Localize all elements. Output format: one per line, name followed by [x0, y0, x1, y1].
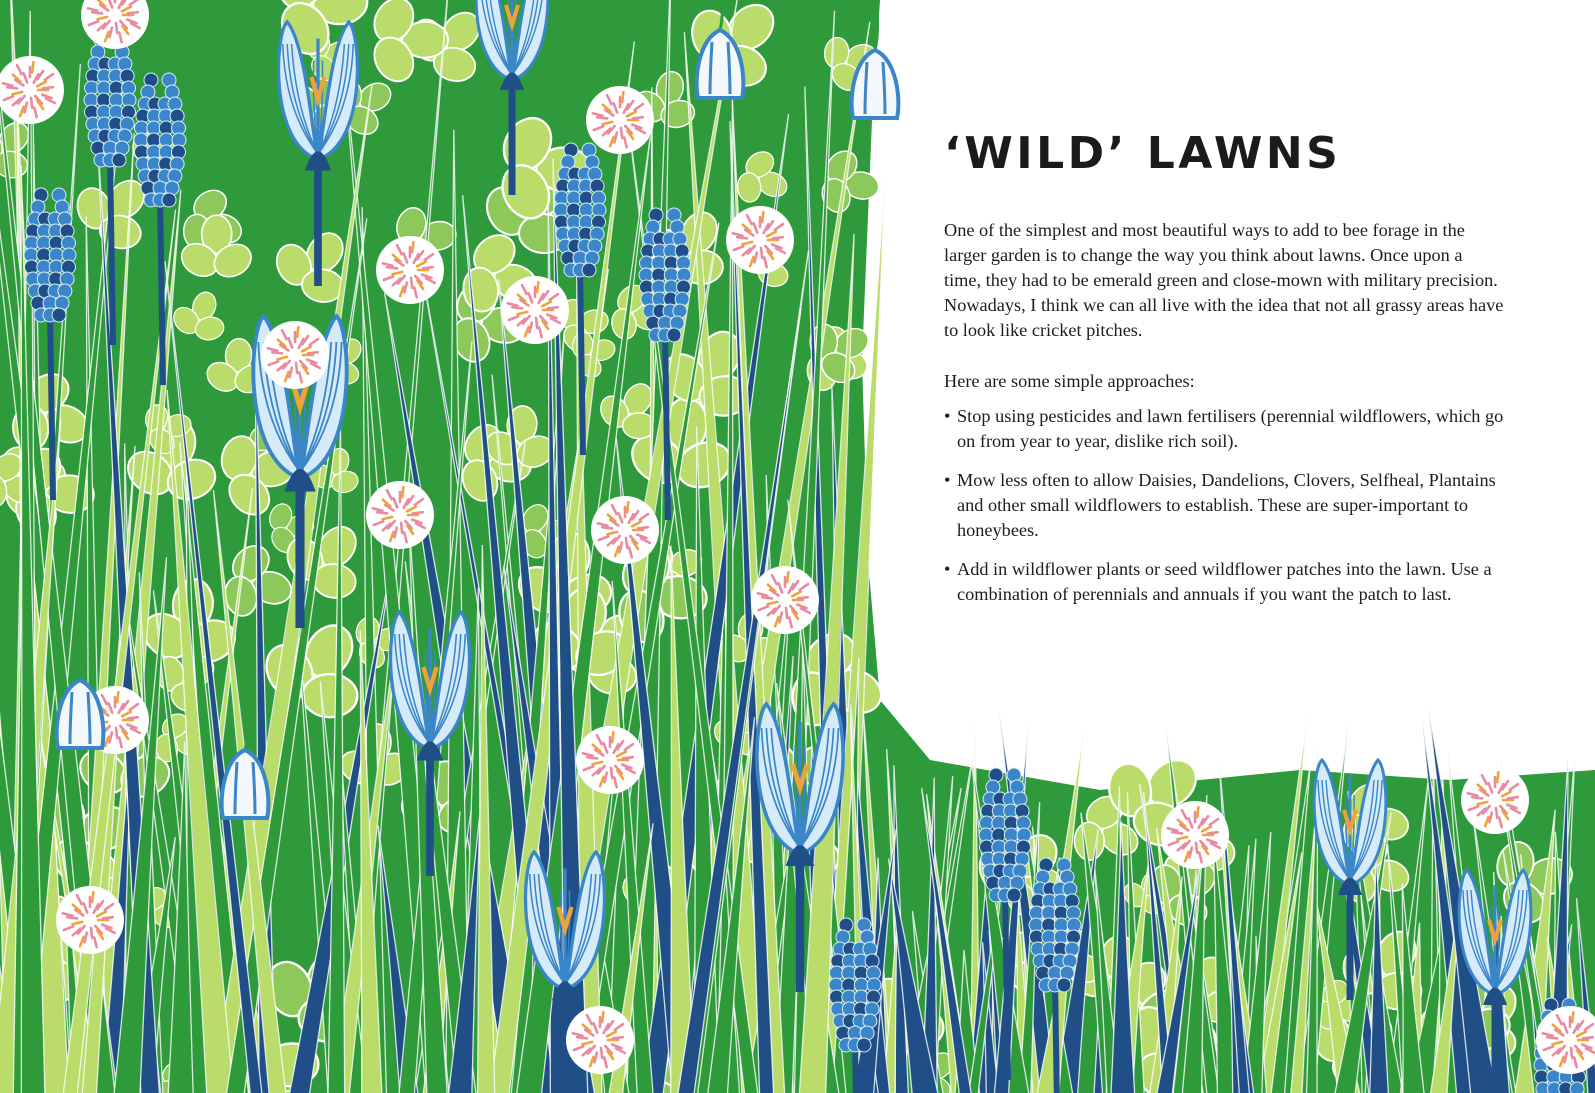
bullet-marker: • — [944, 559, 951, 579]
clover-flower — [1161, 801, 1229, 869]
clover-flower — [1461, 766, 1529, 834]
list-item-text: Stop using pesticides and lawn fertilisers (perennial wildflowers, which go on from year to year, dislike rich soil). — [957, 406, 1504, 451]
clover-flower — [501, 276, 569, 344]
clover-flower — [751, 566, 819, 634]
clover-flower — [566, 1006, 634, 1074]
clover-flower — [591, 496, 659, 564]
clover-flower — [366, 481, 434, 549]
approaches-heading: Here are some simple approaches: — [944, 371, 1195, 391]
clover-flower — [726, 206, 794, 274]
list-item — [944, 404, 1504, 454]
approach-list — [944, 404, 1504, 607]
intro-paragraph: One of the simplest and most beautiful ways to add to bee forage in the larger garden is to change the way you think about lawns. Once upon a time, they had to be emerald green and close-mown with military precision. Nowadays, I think we can all live with the idea that not all grassy areas have to look like cricket pitches. — [944, 220, 1504, 340]
list-item-text: Mow less often to allow Daisies, Dandelions, Clovers, Selfheal, Plantains and other small wildflowers to establish. These are super-important to honeybees. — [957, 470, 1496, 540]
bullet-marker: • — [944, 406, 951, 426]
clover-flower — [586, 86, 654, 154]
page-title: ‘WILD’ LAWNS — [944, 128, 1342, 179]
clover-flower — [56, 886, 124, 954]
bullet-marker: • — [944, 470, 951, 490]
clover-flower — [576, 726, 644, 794]
clover-flower — [261, 321, 329, 389]
list-item — [944, 468, 1504, 543]
list-item-text: Add in wildflower plants or seed wildflower patches into the lawn. Use a combination of perennials and annuals if you want the patch to last. — [957, 559, 1492, 604]
article-text — [944, 128, 1504, 621]
list-item — [944, 557, 1504, 607]
clover-flower — [376, 236, 444, 304]
